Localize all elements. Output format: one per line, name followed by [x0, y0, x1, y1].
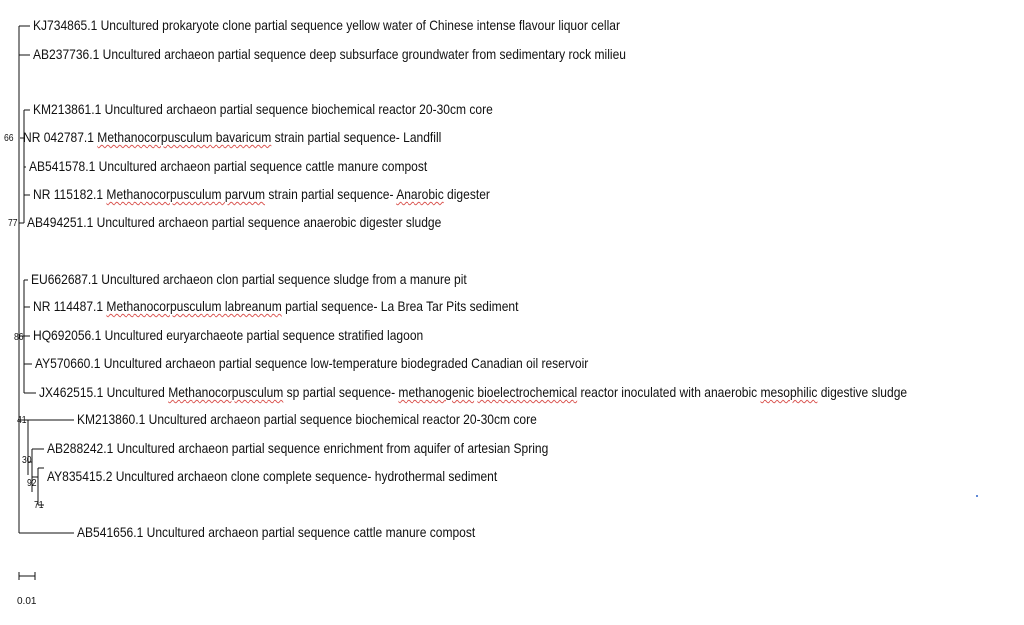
label-text: HQ692056.1 Uncultured euryarchaeote partial sequence stratified lagoon — [33, 327, 424, 343]
label-text: AB237736.1 Uncultured archaeon partial sequence deep subsurface groundwater from sedimentary rock milieu — [33, 46, 626, 62]
label-text: JX462515.1 Uncultured — [39, 384, 169, 400]
taxon-label — [29, 158, 427, 174]
scale-bar-label: 0.01 — [17, 596, 37, 607]
label-text: AB541578.1 Uncultured archaeon partial sequence cattle manure compost — [29, 158, 428, 174]
label-text: NR 114487.1 — [33, 298, 107, 314]
flagged-word: Methanocorpusculum labreanum — [106, 298, 282, 314]
taxon-label — [47, 440, 548, 456]
taxon-label — [31, 271, 467, 287]
flagged-word: Methanocorpusculum bavaricum — [97, 129, 272, 145]
flagged-word: methanogenic — [398, 384, 475, 400]
taxon-label — [77, 524, 475, 540]
flagged-word: bioelectrochemical — [477, 384, 578, 400]
label-text: AB541656.1 Uncultured archaeon partial sequence cattle manure compost — [77, 524, 476, 540]
flagged-word: Methanocorpusculum parvum — [106, 186, 266, 202]
label-text: KM213860.1 Uncultured archaeon partial sequence biochemical reactor 20-30cm core — [77, 411, 537, 427]
bootstrap-value: 41 — [17, 415, 27, 426]
label-text: strain partial sequence- Landfill — [271, 129, 442, 145]
label-text: AY835415.2 Uncultured archaeon clone complete sequence- hydrothermal sediment — [47, 468, 498, 484]
flagged-word: mesophilic — [760, 384, 818, 400]
taxon-label — [27, 214, 441, 230]
label-text: digestive sludge — [817, 384, 908, 400]
taxon-label — [33, 101, 493, 117]
taxon-label — [39, 384, 907, 400]
taxon-label — [35, 355, 588, 371]
taxon-label — [77, 411, 537, 427]
label-text: AY570660.1 Uncultured archaeon partial sequence low-temperature biodegraded Canadian oil reservoir — [35, 355, 589, 371]
label-text: KJ734865.1 Uncultured prokaryote clone partial sequence yellow water of Chinese intense flavour liquor cellar — [33, 17, 620, 33]
label-text: KM213861.1 Uncultured archaeon partial sequence biochemical reactor 20-30cm core — [33, 101, 493, 117]
label-text: partial sequence- La Brea Tar Pits sediment — [281, 298, 519, 314]
taxon-label — [33, 327, 423, 343]
bootstrap-value: 71 — [34, 500, 44, 511]
label-text: reactor inoculated with anaerobic — [577, 384, 761, 400]
bootstrap-value: 30 — [22, 455, 32, 466]
taxon-label — [23, 129, 441, 145]
flagged-word: Methanocorpusculum — [168, 384, 284, 400]
bootstrap-value: 66 — [4, 133, 14, 144]
label-text: AB288242.1 Uncultured archaeon partial sequence enrichment from aquifer of artesian Spring — [47, 440, 549, 456]
taxon-label — [47, 468, 497, 484]
bootstrap-value: 77 — [8, 218, 18, 229]
flagged-word: Anarobic — [396, 186, 444, 202]
taxon-label — [33, 17, 620, 33]
label-text: strain partial sequence- — [265, 186, 397, 202]
stray-dot — [976, 495, 978, 497]
label-text: NR 115182.1 — [33, 186, 107, 202]
taxon-label — [33, 186, 490, 202]
taxon-label — [33, 46, 626, 62]
label-text: AB494251.1 Uncultured archaeon partial sequence anaerobic digester sludge — [27, 214, 442, 230]
bootstrap-value: 92 — [27, 478, 37, 489]
label-text: NR 042787.1 — [23, 129, 98, 145]
taxon-label — [33, 298, 518, 314]
label-text: EU662687.1 Uncultured archaeon clon partial sequence sludge from a manure pit — [31, 271, 467, 287]
label-text: digester — [443, 186, 490, 202]
label-text: sp partial sequence- — [283, 384, 399, 400]
bootstrap-value: 86 — [14, 332, 24, 343]
